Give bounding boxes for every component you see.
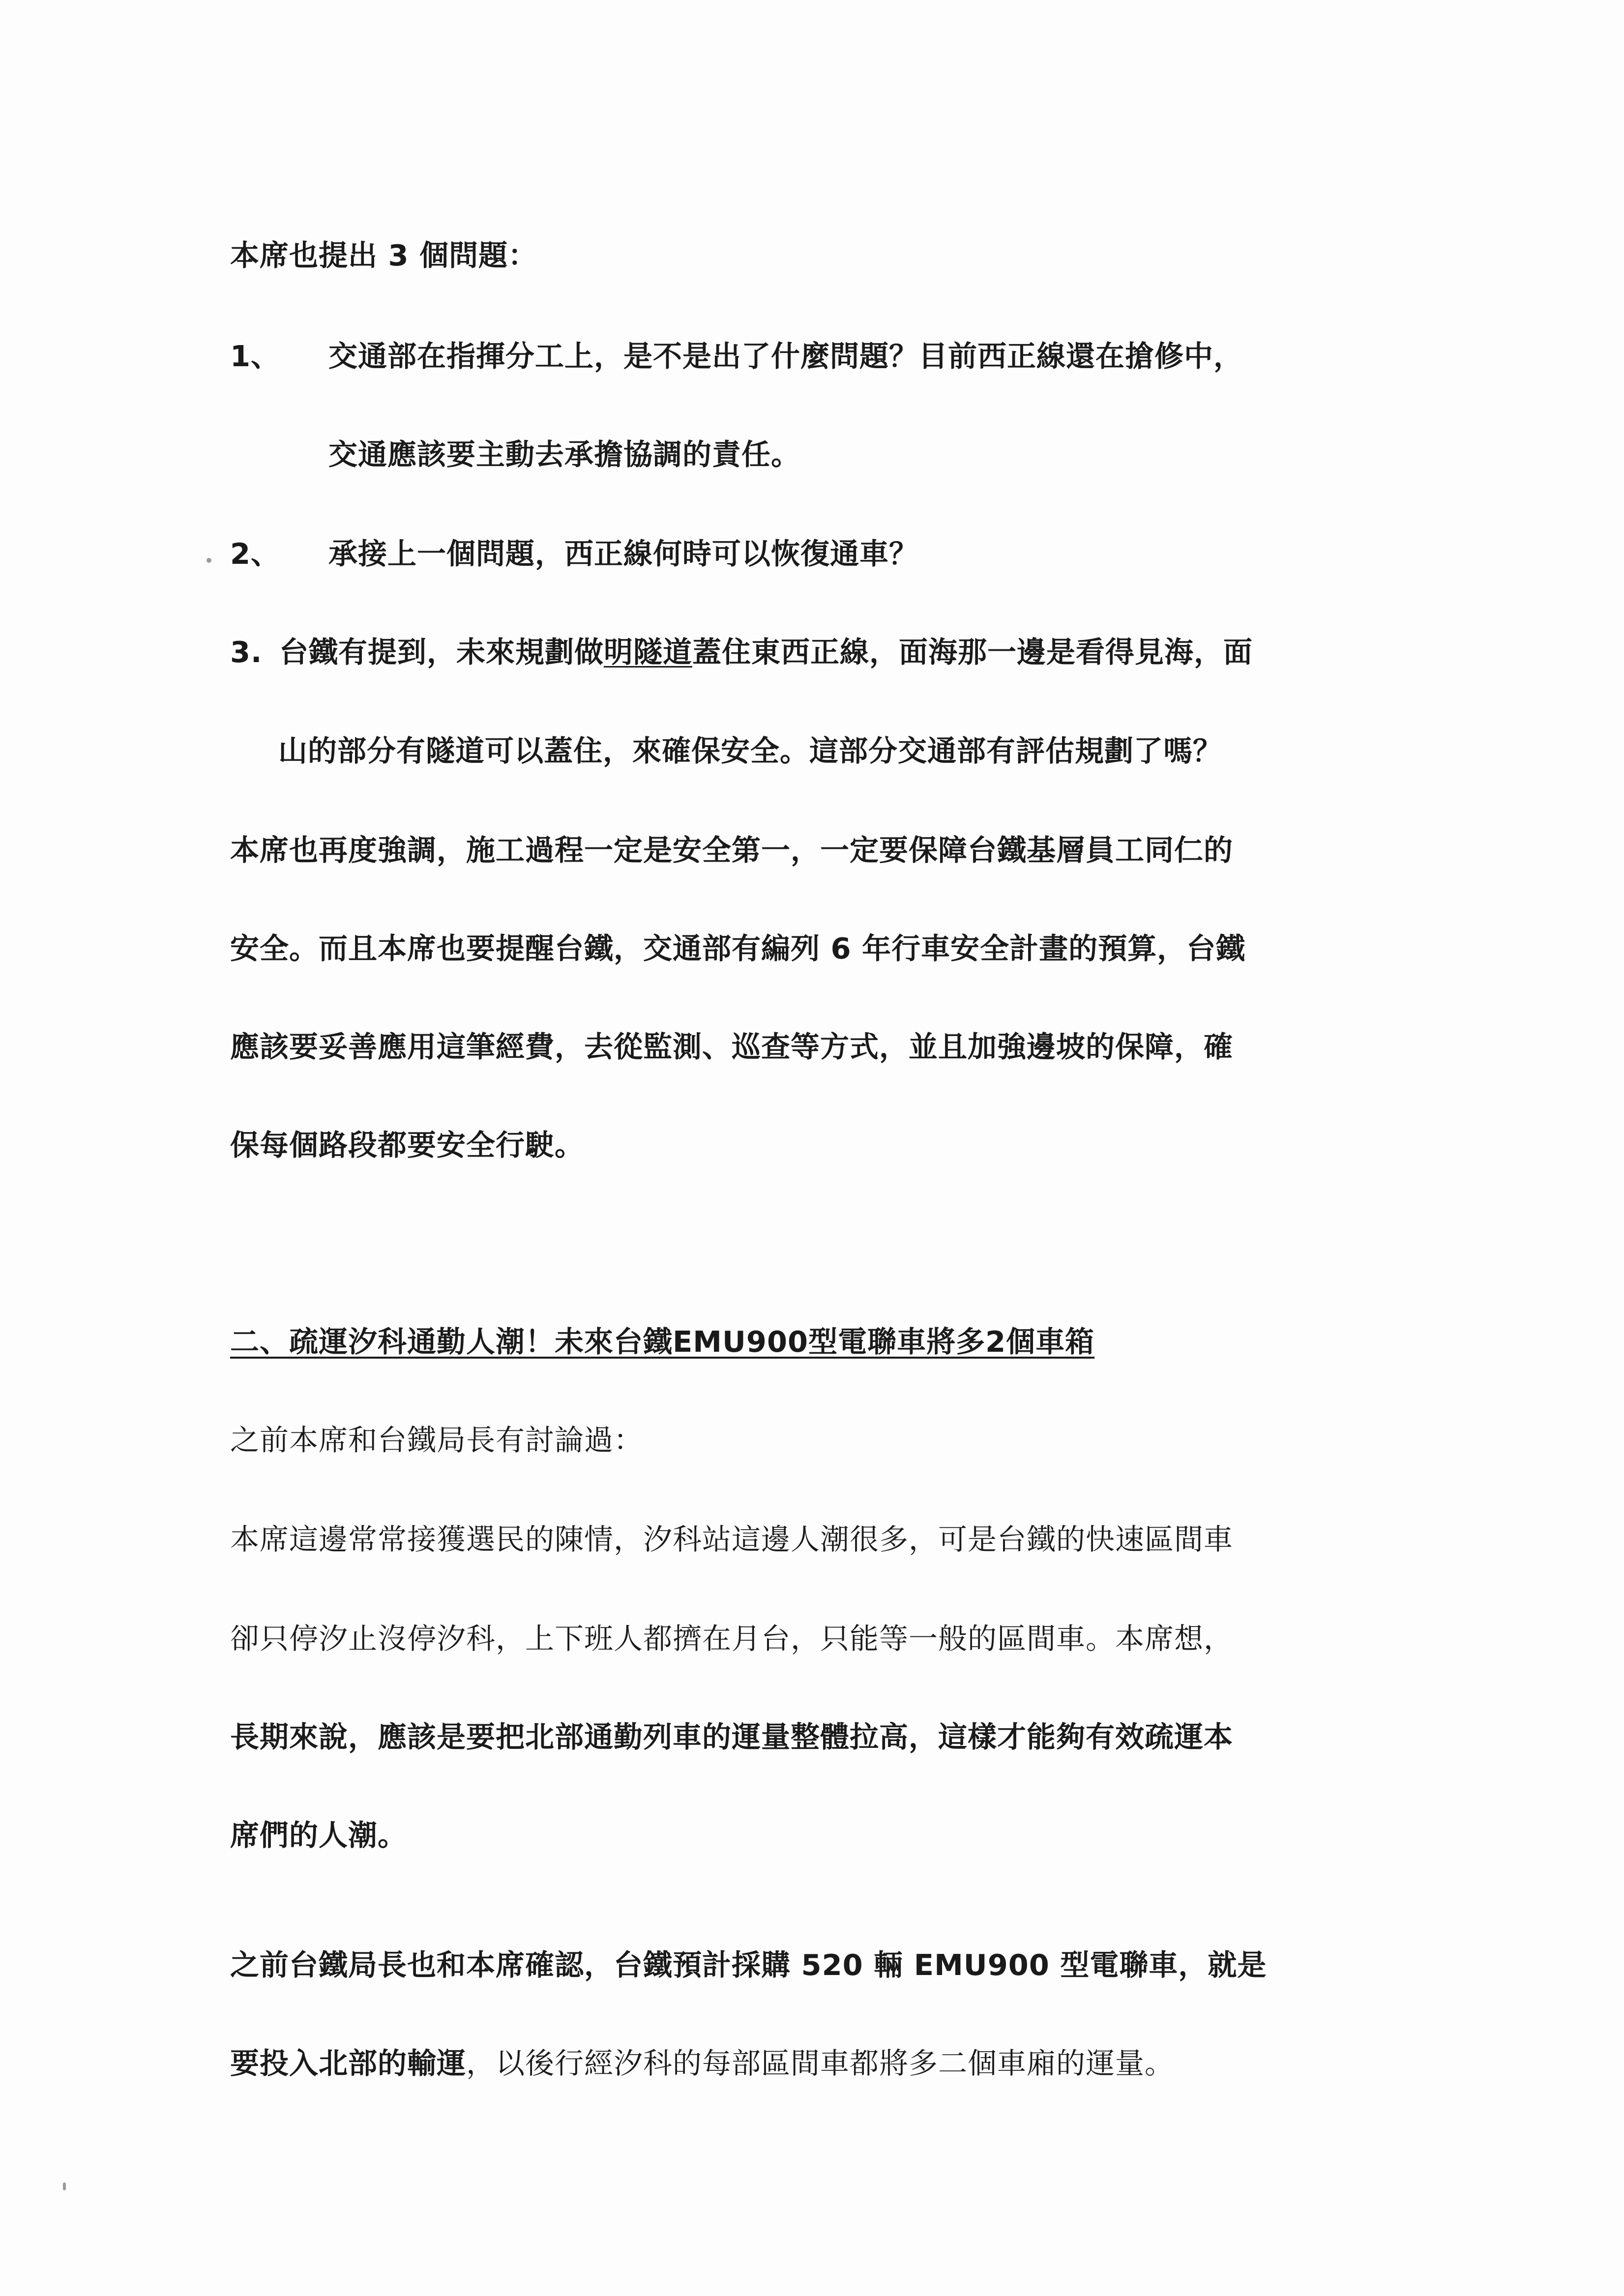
paragraph-3-line-1: 之前台鐵局長也和本席確認，台鐵預計採購 520 輛 EMU900 型電聯車，就是: [230, 1948, 1267, 1982]
section-heading: 二、疏運汐科通勤人潮！未來台鐵EMU900型電聯車將多2個車箱: [230, 1325, 1095, 1359]
paragraph-1-line-4: 保每個路段都要安全行駛。: [230, 1128, 585, 1162]
paragraph-1-line-2: 安全。而且本席也要提醒台鐵，交通部有編列 6 年行車安全計畫的預算，台鐵: [230, 931, 1246, 965]
paragraph-3-normal-text: ，以後行經汐科的每部區間車都將多二個車廂的運量。: [466, 2046, 1175, 2080]
question-1-text: 交通部在指揮分工上，是不是出了什麼問題？目前西正線還在搶修中，: [328, 339, 1243, 373]
scan-speck: [63, 2182, 66, 2190]
question-3-text-pre: 台鐵有提到，未來規劃做: [279, 635, 604, 669]
paragraph-1-line-1: 本席也再度強調，施工過程一定是安全第一，一定要保障台鐵基層員工同仁的: [230, 833, 1234, 867]
paragraph-2-line-1: 本席這邊常常接獲選民的陳情，汐科站這邊人潮很多，可是台鐵的快速區間車: [230, 1522, 1234, 1556]
paragraph-3-bold-phrase: 要投入北部的輸運: [230, 2046, 467, 2080]
paragraph-2-line-2: 卻只停汐止沒停汐科，上下班人都擠在月台，只能等一般的區間車。本席想，: [230, 1622, 1234, 1656]
scan-speck: [207, 558, 211, 563]
paragraph-2-line-3: 長期來說，應該是要把北部通勤列車的運量整體拉高，這樣才能夠有效疏運本: [230, 1720, 1234, 1754]
paragraph-2-line-4: 席們的人潮。: [230, 1818, 408, 1852]
question-3-number: 3.: [230, 635, 263, 669]
intro-line: 本席也提出 3 個問題：: [230, 238, 538, 272]
question-2-line: [230, 534, 918, 574]
question-1-number: 1、: [230, 339, 281, 373]
paragraph-1-line-3: 應該要妥善應用這筆經費，去從監測、巡查等方式，並且加強邊坡的保障，確: [230, 1030, 1234, 1064]
question-1-line-1: [230, 337, 1243, 376]
paragraph-2-intro: 之前本席和台鐵局長有討論過：: [230, 1423, 644, 1457]
question-1-line-2: 交通應該要主動去承擔協調的責任。: [328, 437, 801, 471]
question-2-number: 2、: [230, 537, 281, 571]
question-2-text: 承接上一個問題，西正線何時可以恢復通車？: [328, 537, 919, 571]
question-3-line-1: [230, 633, 1253, 672]
question-3-line-2: 山的部分有隧道可以蓋住，來確保安全。這部分交通部有評估規劃了嗎？: [278, 734, 1223, 768]
question-3-text-post: 蓋住東西正線，面海那一邊是看得見海，面: [692, 635, 1253, 669]
underlined-term: 明隧道: [604, 635, 693, 669]
paragraph-3-line-2: [230, 2044, 1174, 2083]
